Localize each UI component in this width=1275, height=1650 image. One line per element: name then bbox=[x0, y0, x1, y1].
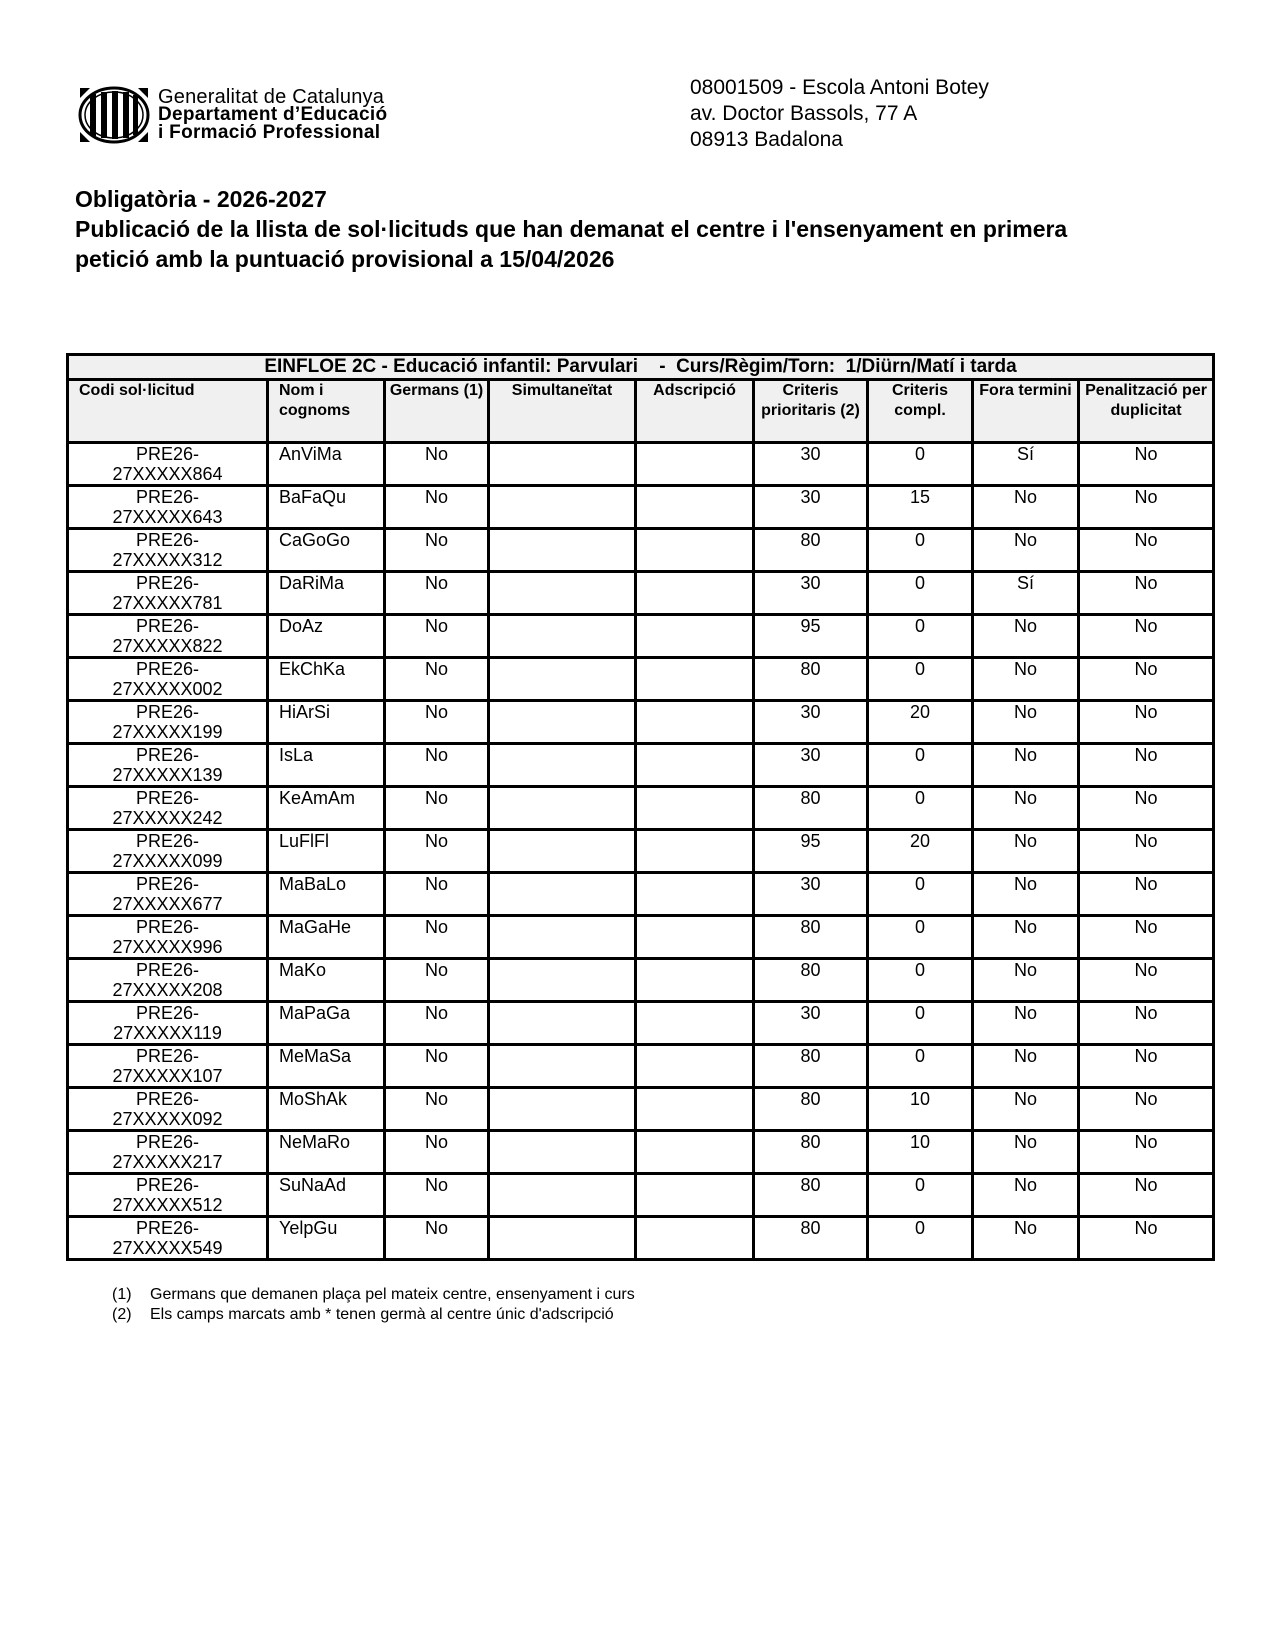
col-criteris-prioritaris: Criteris prioritaris (2) bbox=[754, 380, 868, 443]
logo-line-1: Generalitat de Catalunya bbox=[158, 86, 385, 108]
cell-criteris-prioritaris: 80 bbox=[754, 916, 868, 959]
cell-penalitzacio: No bbox=[1079, 1002, 1214, 1045]
cell-codi: PRE26- 27XXXXX119 bbox=[68, 1002, 268, 1045]
cell-adscripcio bbox=[636, 1217, 754, 1260]
cell-codi: PRE26- 27XXXXX677 bbox=[68, 873, 268, 916]
cell-germans: No bbox=[385, 959, 489, 1002]
footnote-2: (2) Els camps marcats amb * tenen germà al centre únic d'adscripció bbox=[112, 1306, 614, 1323]
cell-nom: EkChKa bbox=[268, 658, 385, 701]
table-row bbox=[68, 1217, 1214, 1260]
cell-fora-termini: No bbox=[973, 916, 1079, 959]
cell-simultaneitat bbox=[489, 1217, 636, 1260]
cell-codi: PRE26- 27XXXXX643 bbox=[68, 486, 268, 529]
table-row bbox=[68, 443, 1214, 486]
cell-simultaneitat bbox=[489, 1045, 636, 1088]
cell-codi: PRE26- 27XXXXX199 bbox=[68, 701, 268, 744]
cell-fora-termini: No bbox=[973, 658, 1079, 701]
col-fora-termini: Fora termini bbox=[973, 380, 1079, 443]
cell-nom: MaPaGa bbox=[268, 1002, 385, 1045]
cell-germans: No bbox=[385, 1088, 489, 1131]
school-address bbox=[690, 75, 989, 153]
cell-criteris-compl: 0 bbox=[868, 1045, 973, 1088]
cell-adscripcio bbox=[636, 572, 754, 615]
cell-criteris-compl: 10 bbox=[868, 1088, 973, 1131]
cell-criteris-compl: 20 bbox=[868, 701, 973, 744]
cell-codi: PRE26- 27XXXXX996 bbox=[68, 916, 268, 959]
cell-criteris-compl: 0 bbox=[868, 1174, 973, 1217]
cell-fora-termini: No bbox=[973, 959, 1079, 1002]
cell-adscripcio bbox=[636, 1002, 754, 1045]
cell-penalitzacio: No bbox=[1079, 658, 1214, 701]
table-row bbox=[68, 916, 1214, 959]
table-group-title: EINFLOE 2C - Educació infantil: Parvulari - Curs/Règim/Torn: 1/Diürn/Matí i tarda bbox=[68, 355, 1214, 380]
cell-adscripcio bbox=[636, 873, 754, 916]
cell-criteris-compl: 0 bbox=[868, 615, 973, 658]
table-row bbox=[68, 486, 1214, 529]
cell-criteris-prioritaris: 30 bbox=[754, 443, 868, 486]
cell-simultaneitat bbox=[489, 1174, 636, 1217]
cell-criteris-compl: 0 bbox=[868, 916, 973, 959]
cell-simultaneitat bbox=[489, 1002, 636, 1045]
cell-penalitzacio: No bbox=[1079, 744, 1214, 787]
school-city: 08913 Badalona bbox=[690, 128, 843, 151]
cell-fora-termini: No bbox=[973, 744, 1079, 787]
cell-germans: No bbox=[385, 873, 489, 916]
table-row bbox=[68, 787, 1214, 830]
cell-penalitzacio: No bbox=[1079, 443, 1214, 486]
cell-codi: PRE26- 27XXXXX099 bbox=[68, 830, 268, 873]
cell-codi: PRE26- 27XXXXX822 bbox=[68, 615, 268, 658]
cell-criteris-prioritaris: 30 bbox=[754, 486, 868, 529]
document-title bbox=[75, 184, 1215, 274]
cell-nom: MaGaHe bbox=[268, 916, 385, 959]
cell-fora-termini: No bbox=[973, 701, 1079, 744]
cell-fora-termini: No bbox=[973, 830, 1079, 873]
cell-simultaneitat bbox=[489, 873, 636, 916]
cell-criteris-prioritaris: 95 bbox=[754, 830, 868, 873]
table-row bbox=[68, 830, 1214, 873]
cell-germans: No bbox=[385, 701, 489, 744]
cell-fora-termini: No bbox=[973, 1174, 1079, 1217]
table-row bbox=[68, 572, 1214, 615]
cell-germans: No bbox=[385, 443, 489, 486]
cell-codi: PRE26- 27XXXXX092 bbox=[68, 1088, 268, 1131]
cell-criteris-prioritaris: 80 bbox=[754, 1217, 868, 1260]
col-adscripcio: Adscripció bbox=[636, 380, 754, 443]
cell-criteris-prioritaris: 80 bbox=[754, 529, 868, 572]
cell-adscripcio bbox=[636, 443, 754, 486]
cell-nom: BaFaQu bbox=[268, 486, 385, 529]
applications-table bbox=[66, 353, 1215, 1261]
cell-adscripcio bbox=[636, 830, 754, 873]
cell-simultaneitat bbox=[489, 572, 636, 615]
footnotes bbox=[112, 1285, 635, 1325]
cell-penalitzacio: No bbox=[1079, 572, 1214, 615]
cell-simultaneitat bbox=[489, 916, 636, 959]
school-street: av. Doctor Bassols, 77 A bbox=[690, 102, 918, 125]
cell-adscripcio bbox=[636, 529, 754, 572]
table-row bbox=[68, 1002, 1214, 1045]
cell-nom: LuFlFl bbox=[268, 830, 385, 873]
cell-germans: No bbox=[385, 658, 489, 701]
cell-simultaneitat bbox=[489, 443, 636, 486]
cell-nom: SuNaAd bbox=[268, 1174, 385, 1217]
cell-nom: DoAz bbox=[268, 615, 385, 658]
cell-criteris-compl: 0 bbox=[868, 873, 973, 916]
cell-criteris-compl: 0 bbox=[868, 959, 973, 1002]
footnote-1: (1) Germans que demanen plaça pel mateix centre, ensenyament i curs bbox=[112, 1286, 635, 1303]
cell-nom: MeMaSa bbox=[268, 1045, 385, 1088]
cell-criteris-compl: 0 bbox=[868, 744, 973, 787]
cell-fora-termini: No bbox=[973, 486, 1079, 529]
generalitat-coat-of-arms-icon bbox=[78, 86, 150, 144]
cell-nom: MaKo bbox=[268, 959, 385, 1002]
cell-codi: PRE26- 27XXXXX139 bbox=[68, 744, 268, 787]
cell-germans: No bbox=[385, 916, 489, 959]
table-row bbox=[68, 615, 1214, 658]
cell-codi: PRE26- 27XXXXX107 bbox=[68, 1045, 268, 1088]
cell-simultaneitat bbox=[489, 486, 636, 529]
cell-penalitzacio: No bbox=[1079, 615, 1214, 658]
cell-germans: No bbox=[385, 830, 489, 873]
table-row bbox=[68, 873, 1214, 916]
cell-codi: PRE26- 27XXXXX549 bbox=[68, 1217, 268, 1260]
cell-penalitzacio: No bbox=[1079, 1217, 1214, 1260]
cell-penalitzacio: No bbox=[1079, 1045, 1214, 1088]
cell-fora-termini: No bbox=[973, 1045, 1079, 1088]
cell-criteris-prioritaris: 80 bbox=[754, 1088, 868, 1131]
cell-nom: KeAmAm bbox=[268, 787, 385, 830]
table-row bbox=[68, 744, 1214, 787]
cell-criteris-prioritaris: 30 bbox=[754, 744, 868, 787]
cell-adscripcio bbox=[636, 1088, 754, 1131]
table-row bbox=[68, 1088, 1214, 1131]
cell-nom: AnViMa bbox=[268, 443, 385, 486]
cell-germans: No bbox=[385, 744, 489, 787]
cell-adscripcio bbox=[636, 1174, 754, 1217]
cell-simultaneitat bbox=[489, 1131, 636, 1174]
cell-criteris-prioritaris: 80 bbox=[754, 787, 868, 830]
cell-criteris-prioritaris: 30 bbox=[754, 572, 868, 615]
cell-germans: No bbox=[385, 572, 489, 615]
cell-adscripcio bbox=[636, 787, 754, 830]
cell-fora-termini: No bbox=[973, 873, 1079, 916]
cell-penalitzacio: No bbox=[1079, 873, 1214, 916]
col-germans: Germans (1) bbox=[385, 380, 489, 443]
cell-penalitzacio: No bbox=[1079, 959, 1214, 1002]
cell-fora-termini: No bbox=[973, 1131, 1079, 1174]
cell-simultaneitat bbox=[489, 787, 636, 830]
col-nom: Nom i cognoms bbox=[268, 380, 385, 443]
cell-nom: IsLa bbox=[268, 744, 385, 787]
cell-germans: No bbox=[385, 486, 489, 529]
title-year: Obligatòria - 2026-2027 bbox=[75, 186, 327, 212]
cell-penalitzacio: No bbox=[1079, 916, 1214, 959]
table-row bbox=[68, 701, 1214, 744]
cell-penalitzacio: No bbox=[1079, 787, 1214, 830]
table-row bbox=[68, 1045, 1214, 1088]
cell-nom: CaGoGo bbox=[268, 529, 385, 572]
cell-codi: PRE26- 27XXXXX208 bbox=[68, 959, 268, 1002]
col-simultaneitat: Simultaneïtat bbox=[489, 380, 636, 443]
cell-germans: No bbox=[385, 1174, 489, 1217]
cell-fora-termini: No bbox=[973, 615, 1079, 658]
cell-codi: PRE26- 27XXXXX242 bbox=[68, 787, 268, 830]
cell-codi: PRE26- 27XXXXX312 bbox=[68, 529, 268, 572]
cell-fora-termini: No bbox=[973, 1217, 1079, 1260]
cell-fora-termini: Sí bbox=[973, 572, 1079, 615]
cell-adscripcio bbox=[636, 1131, 754, 1174]
cell-criteris-prioritaris: 30 bbox=[754, 701, 868, 744]
cell-codi: PRE26- 27XXXXX002 bbox=[68, 658, 268, 701]
cell-criteris-compl: 0 bbox=[868, 1002, 973, 1045]
cell-penalitzacio: No bbox=[1079, 1174, 1214, 1217]
cell-adscripcio bbox=[636, 486, 754, 529]
cell-penalitzacio: No bbox=[1079, 486, 1214, 529]
column-header-row bbox=[68, 380, 1214, 443]
cell-penalitzacio: No bbox=[1079, 529, 1214, 572]
cell-simultaneitat bbox=[489, 529, 636, 572]
cell-germans: No bbox=[385, 1045, 489, 1088]
cell-nom: MaBaLo bbox=[268, 873, 385, 916]
cell-criteris-compl: 0 bbox=[868, 787, 973, 830]
cell-criteris-prioritaris: 80 bbox=[754, 1045, 868, 1088]
table-row bbox=[68, 1131, 1214, 1174]
cell-criteris-prioritaris: 30 bbox=[754, 1002, 868, 1045]
cell-criteris-prioritaris: 95 bbox=[754, 615, 868, 658]
table-row bbox=[68, 959, 1214, 1002]
cell-simultaneitat bbox=[489, 959, 636, 1002]
cell-adscripcio bbox=[636, 615, 754, 658]
cell-codi: PRE26- 27XXXXX781 bbox=[68, 572, 268, 615]
cell-adscripcio bbox=[636, 959, 754, 1002]
cell-adscripcio bbox=[636, 744, 754, 787]
title-line-3: petició amb la puntuació provisional a 15/04/2026 bbox=[75, 246, 615, 272]
school-name: 08001509 - Escola Antoni Botey bbox=[690, 76, 989, 99]
cell-germans: No bbox=[385, 1217, 489, 1260]
cell-simultaneitat bbox=[489, 1088, 636, 1131]
cell-criteris-compl: 0 bbox=[868, 1217, 973, 1260]
cell-criteris-compl: 0 bbox=[868, 529, 973, 572]
cell-fora-termini: Sí bbox=[973, 443, 1079, 486]
cell-penalitzacio: No bbox=[1079, 1131, 1214, 1174]
col-codi: Codi sol·licitud bbox=[68, 380, 268, 443]
cell-simultaneitat bbox=[489, 701, 636, 744]
cell-criteris-prioritaris: 80 bbox=[754, 959, 868, 1002]
cell-adscripcio bbox=[636, 1045, 754, 1088]
cell-simultaneitat bbox=[489, 615, 636, 658]
cell-codi: PRE26- 27XXXXX217 bbox=[68, 1131, 268, 1174]
cell-criteris-compl: 0 bbox=[868, 572, 973, 615]
cell-criteris-compl: 10 bbox=[868, 1131, 973, 1174]
cell-simultaneitat bbox=[489, 830, 636, 873]
cell-simultaneitat bbox=[489, 744, 636, 787]
cell-germans: No bbox=[385, 1131, 489, 1174]
cell-criteris-prioritaris: 30 bbox=[754, 873, 868, 916]
cell-fora-termini: No bbox=[973, 1002, 1079, 1045]
cell-germans: No bbox=[385, 1002, 489, 1045]
logo-line-2: Departament d’Educació bbox=[158, 104, 388, 125]
cell-criteris-prioritaris: 80 bbox=[754, 658, 868, 701]
cell-nom: DaRiMa bbox=[268, 572, 385, 615]
table-row bbox=[68, 658, 1214, 701]
cell-codi: PRE26- 27XXXXX512 bbox=[68, 1174, 268, 1217]
department-logo bbox=[78, 86, 387, 144]
cell-simultaneitat bbox=[489, 658, 636, 701]
cell-germans: No bbox=[385, 615, 489, 658]
cell-criteris-compl: 20 bbox=[868, 830, 973, 873]
cell-nom: YelpGu bbox=[268, 1217, 385, 1260]
cell-penalitzacio: No bbox=[1079, 1088, 1214, 1131]
cell-codi: PRE26- 27XXXXX864 bbox=[68, 443, 268, 486]
cell-penalitzacio: No bbox=[1079, 701, 1214, 744]
cell-adscripcio bbox=[636, 658, 754, 701]
cell-fora-termini: No bbox=[973, 1088, 1079, 1131]
col-penalitzacio: Penalització per duplicitat bbox=[1079, 380, 1214, 443]
cell-adscripcio bbox=[636, 916, 754, 959]
cell-criteris-compl: 0 bbox=[868, 658, 973, 701]
cell-nom: HiArSi bbox=[268, 701, 385, 744]
logo-line-3: i Formació Professional bbox=[158, 122, 381, 143]
cell-fora-termini: No bbox=[973, 787, 1079, 830]
table-row bbox=[68, 529, 1214, 572]
title-line-2: Publicació de la llista de sol·licituds que han demanat el centre i l'ensenyament en primera bbox=[75, 216, 1068, 242]
cell-adscripcio bbox=[636, 701, 754, 744]
cell-criteris-prioritaris: 80 bbox=[754, 1174, 868, 1217]
cell-fora-termini: No bbox=[973, 529, 1079, 572]
cell-nom: MoShAk bbox=[268, 1088, 385, 1131]
cell-germans: No bbox=[385, 787, 489, 830]
cell-criteris-compl: 0 bbox=[868, 443, 973, 486]
cell-criteris-prioritaris: 80 bbox=[754, 1131, 868, 1174]
cell-nom: NeMaRo bbox=[268, 1131, 385, 1174]
cell-germans: No bbox=[385, 529, 489, 572]
cell-criteris-compl: 15 bbox=[868, 486, 973, 529]
cell-penalitzacio: No bbox=[1079, 830, 1214, 873]
table-row bbox=[68, 1174, 1214, 1217]
col-criteris-compl: Criteris compl. bbox=[868, 380, 973, 443]
